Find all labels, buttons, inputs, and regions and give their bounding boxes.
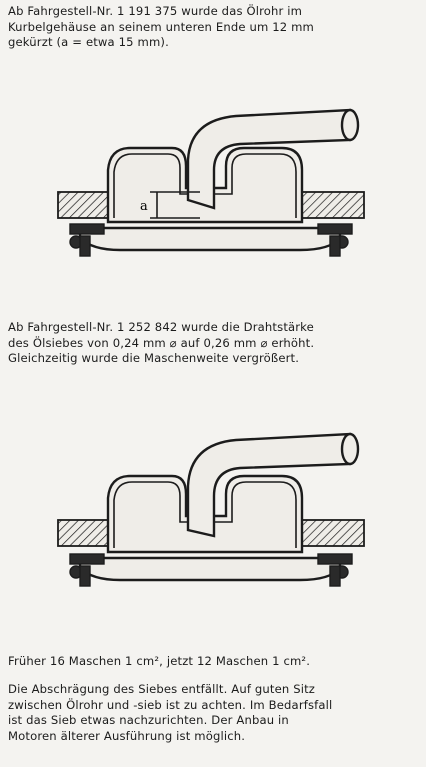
oil-strainer-figure-new (0, 420, 426, 620)
crankcase-wall-right (302, 520, 364, 546)
nut-right (318, 554, 352, 564)
fitting-notes-paragraph: Die Abschrägung des Siebes entfällt. Auf guten Sitz zwischen Ölrohr und -sieb ist zu achten. Im Bedarfsfall ist das Sieb etwas nachzurichten. Der Anbau in Motoren älterer Ausführung ist möglich. (8, 682, 333, 743)
cover-plate (80, 558, 340, 580)
dimension-a-label: a (140, 199, 148, 214)
intro-paragraph: Ab Fahrgestell-Nr. 1 191 375 wurde das Ölrohr im Kurbelgehäuse an seinem unteren Ende um 12 mm gekürzt (a = etwa 15 mm). (8, 4, 315, 49)
nut-left (70, 224, 104, 234)
mesh-count-paragraph: Früher 16 Maschen 1 cm², jetzt 12 Maschen 1 cm². (8, 654, 311, 668)
crankcase-wall-right (302, 192, 364, 218)
nut-right (318, 224, 352, 234)
cover-plate (80, 228, 340, 250)
oil-strainer-figure-shortened-pipe (0, 100, 426, 290)
nut-left (70, 554, 104, 564)
wire-thickness-paragraph: Ab Fahrgestell-Nr. 1 252 842 wurde die Drahtstärke des Ölsiebes von 0,24 mm ⌀ auf 0,26 mm ⌀ erhöht. Gleichzeitig wurde die Maschenweite vergrößert. (8, 320, 315, 365)
